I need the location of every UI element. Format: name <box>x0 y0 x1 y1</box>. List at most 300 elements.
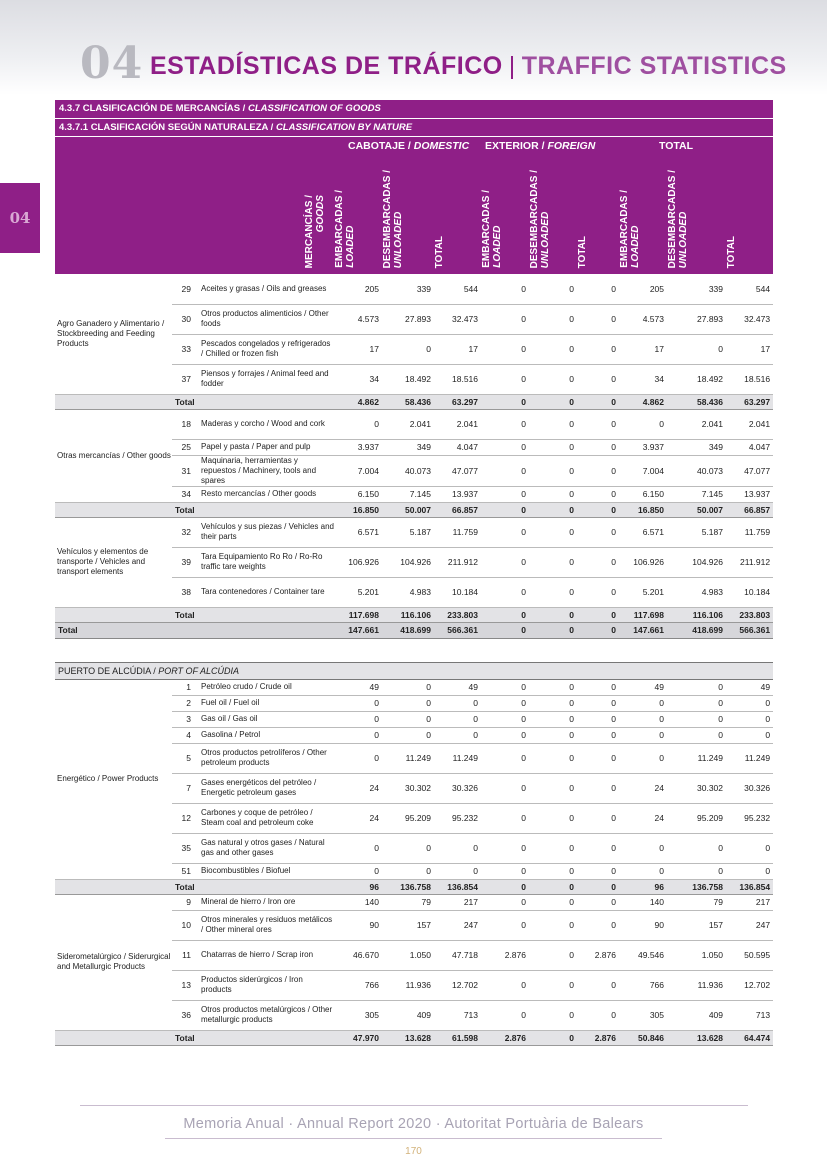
cell-value: 217 <box>726 894 773 910</box>
cell-value: 713 <box>434 1000 481 1030</box>
goods-description: Fuel oil / Fuel oil <box>197 695 334 711</box>
goods-description: Gasolina / Petrol <box>197 727 334 743</box>
port-name-es: PUERTO DE ALCÚDIA / <box>58 665 159 676</box>
cell-value: 50.595 <box>726 940 773 970</box>
cell-value: 27.893 <box>382 304 434 334</box>
cell-value: 0 <box>726 695 773 711</box>
cell-value: 11.759 <box>434 517 481 547</box>
spacer-row <box>55 638 773 662</box>
goods-code: 18 <box>172 409 197 439</box>
cell-value: 11.249 <box>667 743 726 773</box>
subtotal-value: 0 <box>529 502 577 517</box>
port-name-en: PORT OF ALCÚDIA <box>158 665 240 676</box>
cell-value: 2.041 <box>726 409 773 439</box>
cell-value: 2.041 <box>434 409 481 439</box>
col-domestic-unloaded: DESEMBARCADAS / UNLOADED <box>382 156 434 274</box>
subtotal-value: 136.758 <box>382 879 434 894</box>
goods-description: Otros productos petrolíferos / Other petroleum products <box>197 743 334 773</box>
cell-value: 46.670 <box>334 940 382 970</box>
cell-value: 0 <box>619 727 667 743</box>
cell-value: 0 <box>481 274 529 304</box>
cell-value: 6.571 <box>334 517 382 547</box>
goods-description: Maderas y corcho / Wood and cork <box>197 409 334 439</box>
page-number: 170 <box>405 1146 422 1157</box>
cell-value: 0 <box>334 695 382 711</box>
subtotal-value: 0 <box>529 1030 577 1045</box>
cell-value: 247 <box>726 910 773 940</box>
goods-code: 35 <box>172 833 197 863</box>
subtotal-value: 2.876 <box>577 1030 619 1045</box>
goods-group-label: Siderometalúrgico / Siderurgical and Metallurgic Products <box>55 894 172 1030</box>
group-total: TOTAL <box>619 136 773 156</box>
subtotal-value: 0 <box>577 879 619 894</box>
table-row <box>55 679 773 695</box>
cell-value: 0 <box>726 863 773 879</box>
cell-value: 11.936 <box>667 970 726 1000</box>
cell-value: 0 <box>577 304 619 334</box>
cell-value: 24 <box>334 803 382 833</box>
cell-value: 0 <box>481 304 529 334</box>
goods-code: 31 <box>172 455 197 486</box>
section-title-es: 4.3.7 CLASIFICACIÓN DE MERCANCÍAS / <box>59 103 248 115</box>
cell-value: 4.983 <box>382 577 434 607</box>
cell-value: 0 <box>667 711 726 727</box>
cell-value: 157 <box>382 910 434 940</box>
goods-code: 30 <box>172 304 197 334</box>
cell-value: 10.184 <box>726 577 773 607</box>
subtotal-value: 50.846 <box>619 1030 667 1045</box>
cell-value: 0 <box>481 773 529 803</box>
goods-description: Otros minerales y residuos metálicos / Other mineral ores <box>197 910 334 940</box>
cell-value: 95.232 <box>434 803 481 833</box>
cell-value: 0 <box>334 711 382 727</box>
cell-value: 0 <box>577 833 619 863</box>
cell-value: 339 <box>382 274 434 304</box>
goods-description: Productos siderúrgicos / Iron products <box>197 970 334 1000</box>
cell-value: 0 <box>577 486 619 502</box>
cell-value: 713 <box>726 1000 773 1030</box>
cell-value: 0 <box>529 679 577 695</box>
subtotal-value: 58.436 <box>382 394 434 409</box>
cell-value: 0 <box>577 517 619 547</box>
cell-value: 40.073 <box>382 455 434 486</box>
cell-value: 12.702 <box>726 970 773 1000</box>
cell-value: 211.912 <box>434 547 481 577</box>
subtotal-value: 0 <box>481 879 529 894</box>
subtotal-value: 96 <box>334 879 382 894</box>
cell-value: 0 <box>481 894 529 910</box>
cell-value: 0 <box>529 711 577 727</box>
cell-value: 1.050 <box>382 940 434 970</box>
cell-value: 11.249 <box>434 743 481 773</box>
subtotal-value: 66.857 <box>434 502 481 517</box>
cell-value: 0 <box>434 833 481 863</box>
cell-value: 5.187 <box>667 517 726 547</box>
subtotal-value: 63.297 <box>726 394 773 409</box>
cell-value: 766 <box>334 970 382 1000</box>
subtotal-value: 64.474 <box>726 1030 773 1045</box>
cell-value: 3.937 <box>619 439 667 455</box>
cell-value: 27.893 <box>667 304 726 334</box>
subtotal-value: 66.857 <box>726 502 773 517</box>
grand-total-value: 418.699 <box>667 622 726 638</box>
cell-value: 0 <box>529 894 577 910</box>
goods-code: 4 <box>172 727 197 743</box>
subtotal-row <box>55 607 773 622</box>
title-separator: | <box>508 52 516 80</box>
goods-code: 10 <box>172 910 197 940</box>
subtotal-value: 47.970 <box>334 1030 382 1045</box>
cell-value: 766 <box>619 970 667 1000</box>
chapter-side-tab: 04 <box>0 183 40 253</box>
cell-value: 0 <box>481 334 529 364</box>
cell-value: 0 <box>577 773 619 803</box>
subtotal-value: 61.598 <box>434 1030 481 1045</box>
cell-value: 0 <box>577 455 619 486</box>
cell-value: 0 <box>529 803 577 833</box>
subtotal-row <box>55 502 773 517</box>
cell-value: 104.926 <box>382 547 434 577</box>
cell-value: 0 <box>577 577 619 607</box>
cell-value: 0 <box>434 727 481 743</box>
cell-value: 205 <box>334 274 382 304</box>
section-title-en: CLASSIFICATION OF GOODS <box>247 103 381 115</box>
cell-value: 11.249 <box>726 743 773 773</box>
cell-value: 13.937 <box>434 486 481 502</box>
cell-value: 0 <box>577 910 619 940</box>
cell-value: 0 <box>726 833 773 863</box>
goods-description: Carbones y coque de petróleo / Steam coal and petroleum coke <box>197 803 334 833</box>
cell-value: 0 <box>577 679 619 695</box>
subtotal-value: 136.758 <box>667 879 726 894</box>
cell-value: 157 <box>667 910 726 940</box>
goods-description: Gas natural y otros gases / Natural gas and other gases <box>197 833 334 863</box>
grand-total-value: 0 <box>529 622 577 638</box>
cell-value: 0 <box>382 711 434 727</box>
goods-code: 37 <box>172 364 197 394</box>
subtotal-value: 16.850 <box>334 502 382 517</box>
cell-value: 0 <box>726 711 773 727</box>
cell-value: 47.718 <box>434 940 481 970</box>
subtotal-value: 16.850 <box>619 502 667 517</box>
cell-value: 95.209 <box>667 803 726 833</box>
cell-value: 0 <box>334 727 382 743</box>
cell-value: 4.047 <box>726 439 773 455</box>
section-title-row <box>55 100 773 118</box>
grand-total-row <box>55 622 773 638</box>
cell-value: 0 <box>529 863 577 879</box>
cell-value: 0 <box>577 1000 619 1030</box>
cell-value: 7.004 <box>334 455 382 486</box>
cell-value: 0 <box>382 334 434 364</box>
cell-value: 0 <box>619 743 667 773</box>
goods-code: 2 <box>172 695 197 711</box>
cell-value: 0 <box>529 334 577 364</box>
subtotal-value: 58.436 <box>667 394 726 409</box>
cell-value: 0 <box>481 833 529 863</box>
col-foreign-loaded: EMBARCADAS / LOADED <box>481 156 529 274</box>
goods-code: 33 <box>172 334 197 364</box>
cell-value: 0 <box>529 439 577 455</box>
cell-value: 0 <box>529 486 577 502</box>
cell-value: 2.041 <box>667 409 726 439</box>
cell-value: 6.150 <box>334 486 382 502</box>
cell-value: 0 <box>481 439 529 455</box>
cell-value: 17 <box>726 334 773 364</box>
subtotal-value: 117.698 <box>619 607 667 622</box>
cell-value: 0 <box>382 695 434 711</box>
cell-value: 0 <box>529 304 577 334</box>
cell-value: 90 <box>334 910 382 940</box>
cell-value: 409 <box>667 1000 726 1030</box>
cell-value: 4.573 <box>334 304 382 334</box>
footer-text: Memoria Anual · Annual Report 2020 · Autoritat Portuària de Balears <box>183 1116 644 1132</box>
cell-value: 0 <box>529 910 577 940</box>
col-total-loaded: EMBARCADAS / LOADED <box>619 156 667 274</box>
cell-value: 0 <box>529 364 577 394</box>
cell-value: 0 <box>577 334 619 364</box>
cell-value: 12.702 <box>434 970 481 1000</box>
subtotal-label: Total <box>172 502 334 517</box>
cell-value: 49 <box>334 679 382 695</box>
cell-value: 32.473 <box>434 304 481 334</box>
cell-value: 49.546 <box>619 940 667 970</box>
cell-value: 0 <box>334 863 382 879</box>
cell-value: 2.041 <box>382 409 434 439</box>
goods-code: 13 <box>172 970 197 1000</box>
cell-value: 5.201 <box>619 577 667 607</box>
grand-total-label: Total <box>55 622 334 638</box>
cell-value: 6.150 <box>619 486 667 502</box>
cell-value: 0 <box>481 695 529 711</box>
cell-value: 34 <box>334 364 382 394</box>
cell-value: 0 <box>529 455 577 486</box>
cell-value: 544 <box>726 274 773 304</box>
cell-value: 0 <box>577 727 619 743</box>
subtotal-value: 117.698 <box>334 607 382 622</box>
subtotal-value: 0 <box>529 607 577 622</box>
cell-value: 0 <box>667 695 726 711</box>
cell-value: 18.516 <box>434 364 481 394</box>
cell-value: 4.983 <box>667 577 726 607</box>
cell-value: 0 <box>382 727 434 743</box>
cell-value: 24 <box>619 803 667 833</box>
cell-value: 0 <box>577 803 619 833</box>
goods-code: 7 <box>172 773 197 803</box>
grand-total-value: 147.661 <box>334 622 382 638</box>
cell-value: 11.759 <box>726 517 773 547</box>
subtotal-label: Total <box>172 879 334 894</box>
cell-value: 247 <box>434 910 481 940</box>
footer-divider-lower <box>165 1138 662 1139</box>
subtotal-label: Total <box>172 607 334 622</box>
grand-total-value: 147.661 <box>619 622 667 638</box>
goods-code: 25 <box>172 439 197 455</box>
cell-value: 2.876 <box>577 940 619 970</box>
subtotal-value: 233.803 <box>726 607 773 622</box>
subtotal-value: 116.106 <box>382 607 434 622</box>
cell-value: 18.492 <box>382 364 434 394</box>
cell-value: 30.302 <box>382 773 434 803</box>
subtotal-value: 0 <box>529 394 577 409</box>
cell-value: 49 <box>434 679 481 695</box>
cell-value: 0 <box>382 863 434 879</box>
subtotal-row <box>55 879 773 894</box>
subtotal-row <box>55 1030 773 1045</box>
cell-value: 0 <box>619 409 667 439</box>
cell-value: 0 <box>529 517 577 547</box>
table-row <box>55 409 773 439</box>
subtotal-value: 0 <box>481 607 529 622</box>
cell-value: 544 <box>434 274 481 304</box>
cell-value: 0 <box>481 910 529 940</box>
cell-value: 1.050 <box>667 940 726 970</box>
subtotal-value: 63.297 <box>434 394 481 409</box>
subtotal-value: 0 <box>577 502 619 517</box>
table-row <box>55 894 773 910</box>
cell-value: 7.145 <box>667 486 726 502</box>
cell-value: 79 <box>382 894 434 910</box>
cell-value: 0 <box>619 695 667 711</box>
cell-value: 0 <box>529 547 577 577</box>
cell-value: 0 <box>529 577 577 607</box>
group-foreign: EXTERIOR / FOREIGN <box>481 136 619 156</box>
cell-value: 30.326 <box>726 773 773 803</box>
col-total-total: TOTAL <box>726 156 773 274</box>
cell-value: 0 <box>481 547 529 577</box>
subtotal-value: 0 <box>481 394 529 409</box>
cell-value: 0 <box>577 863 619 879</box>
cell-value: 90 <box>619 910 667 940</box>
goods-description: Tara Equipamiento Ro Ro / Ro-Ro traffic tare weights <box>197 547 334 577</box>
cell-value: 339 <box>667 274 726 304</box>
cell-value: 4.047 <box>434 439 481 455</box>
cell-value: 13.937 <box>726 486 773 502</box>
group-domestic: CABOTAJE / DOMESTIC <box>334 136 481 156</box>
cell-value: 0 <box>529 695 577 711</box>
subtotal-value: 13.628 <box>667 1030 726 1045</box>
goods-description: Vehículos y sus piezas / Vehicles and their parts <box>197 517 334 547</box>
cell-value: 305 <box>334 1000 382 1030</box>
cell-value: 0 <box>481 970 529 1000</box>
cell-value: 0 <box>529 1000 577 1030</box>
cell-value: 409 <box>382 1000 434 1030</box>
subtotal-value: 96 <box>619 879 667 894</box>
cell-value: 95.232 <box>726 803 773 833</box>
col-foreign-total: TOTAL <box>577 156 619 274</box>
cell-value: 0 <box>382 833 434 863</box>
cell-value: 0 <box>577 695 619 711</box>
cell-value: 47.077 <box>726 455 773 486</box>
goods-code: 29 <box>172 274 197 304</box>
grand-total-value: 0 <box>481 622 529 638</box>
goods-description: Tara contenedores / Container tare <box>197 577 334 607</box>
section-subtitle-en: CLASSIFICATION BY NATURE <box>275 121 413 133</box>
cell-value: 0 <box>481 577 529 607</box>
subtotal-value: 50.007 <box>382 502 434 517</box>
goods-description: Gas oil / Gas oil <box>197 711 334 727</box>
cell-value: 34 <box>619 364 667 394</box>
subtotal-value: 0 <box>577 394 619 409</box>
cell-value: 0 <box>481 364 529 394</box>
subtotal-value: 4.862 <box>619 394 667 409</box>
goods-classification-table <box>55 100 773 1046</box>
section-subtitle-es: 4.3.7.1 CLASIFICACIÓN SEGÚN NATURALEZA / <box>59 121 276 133</box>
col-goods: MERCANCÍAS / GOODS <box>197 156 334 274</box>
cell-value: 0 <box>529 970 577 1000</box>
cell-value: 0 <box>577 970 619 1000</box>
cell-value: 0 <box>577 894 619 910</box>
goods-classification-table-container <box>55 100 773 1046</box>
subtotal-row <box>55 394 773 409</box>
cell-value: 79 <box>667 894 726 910</box>
cell-value: 17 <box>334 334 382 364</box>
subtotal-label: Total <box>172 1030 334 1045</box>
grand-total-value: 418.699 <box>382 622 434 638</box>
cell-value: 349 <box>667 439 726 455</box>
col-domestic-total: TOTAL <box>434 156 481 274</box>
column-group-row <box>55 136 773 156</box>
goods-code: 38 <box>172 577 197 607</box>
subtotal-value: 233.803 <box>434 607 481 622</box>
cell-value: 49 <box>726 679 773 695</box>
cell-value: 0 <box>577 439 619 455</box>
cell-value: 18.492 <box>667 364 726 394</box>
goods-description: Otros productos metalúrgicos / Other metallurgic products <box>197 1000 334 1030</box>
cell-value: 0 <box>334 743 382 773</box>
cell-value: 0 <box>577 743 619 773</box>
cell-value: 211.912 <box>726 547 773 577</box>
cell-value: 0 <box>577 547 619 577</box>
cell-value: 7.145 <box>382 486 434 502</box>
section-subtitle-row <box>55 118 773 136</box>
cell-value: 0 <box>667 727 726 743</box>
goods-code: 36 <box>172 1000 197 1030</box>
col-foreign-unloaded: DESEMBARCADAS / UNLOADED <box>529 156 577 274</box>
cell-value: 11.249 <box>382 743 434 773</box>
subtotal-value: 0 <box>529 879 577 894</box>
goods-description: Pescados congelados y refrigerados / Chilled or frozen fish <box>197 334 334 364</box>
goods-code: 5 <box>172 743 197 773</box>
cell-value: 24 <box>334 773 382 803</box>
cell-value: 0 <box>382 679 434 695</box>
page-title <box>150 52 787 81</box>
col-total-unloaded: DESEMBARCADAS / UNLOADED <box>667 156 726 274</box>
cell-value: 30.326 <box>434 773 481 803</box>
footer-divider <box>80 1105 748 1106</box>
grand-total-value: 0 <box>577 622 619 638</box>
goods-description: Maquinaria, herramientas y repuestos / Machinery, tools and spares <box>197 455 334 486</box>
cell-value: 0 <box>334 833 382 863</box>
goods-code: 34 <box>172 486 197 502</box>
cell-value: 0 <box>481 679 529 695</box>
cell-value: 49 <box>619 679 667 695</box>
cell-value: 2.876 <box>481 940 529 970</box>
cell-value: 217 <box>434 894 481 910</box>
goods-code: 9 <box>172 894 197 910</box>
cell-value: 0 <box>529 743 577 773</box>
goods-description: Biocombustibles / Biofuel <box>197 863 334 879</box>
goods-code: 32 <box>172 517 197 547</box>
goods-description: Petróleo crudo / Crude oil <box>197 679 334 695</box>
cell-value: 30.302 <box>667 773 726 803</box>
cell-value: 140 <box>619 894 667 910</box>
cell-value: 0 <box>667 334 726 364</box>
cell-value: 0 <box>577 711 619 727</box>
cell-value: 5.201 <box>334 577 382 607</box>
cell-value: 0 <box>529 833 577 863</box>
grand-total-value: 566.361 <box>434 622 481 638</box>
